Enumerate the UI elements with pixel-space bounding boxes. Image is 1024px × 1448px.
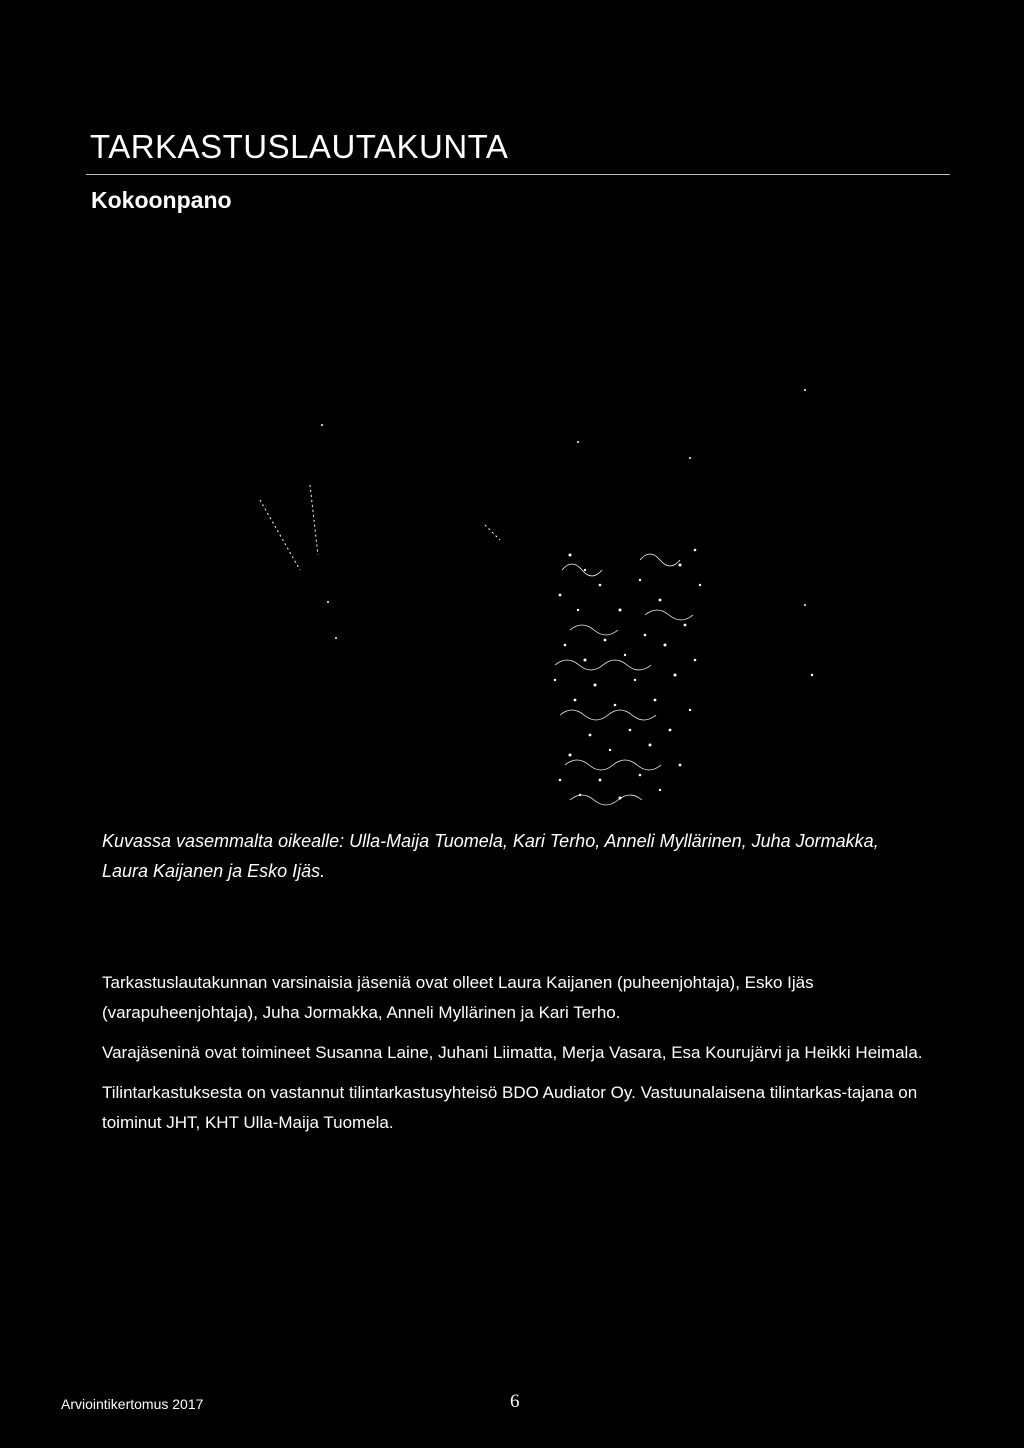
photo-speck-line — [310, 485, 318, 555]
paragraph-members: Tarkastuslautakunnan varsinaisia jäseniä ovat olleet Laura Kaijanen (puheenjohtaja), Esko Ijäs (varapuheenjohtaja), Juha Jormakka, Anneli Myllärinen ja Kari Terho. — [102, 973, 814, 1022]
photo-speck — [689, 457, 691, 459]
page-title: TARKASTUSLAUTAKUNTA — [90, 128, 509, 165]
patterned-dress — [554, 549, 701, 800]
caption-line-1: Kuvassa vasemmalta oikealle: Ulla-Maija Tuomela, Kari Terho, Anneli Myllärinen, Juha Jormakka, — [102, 831, 879, 851]
title-divider — [86, 174, 950, 175]
paragraph-auditor: Tilintarkastuksesta on vastannut tilintarkastusyhteisö BDO Audiator Oy. Vastuunalaisena tilintarkas-tajana on toiminut JHT, KHT Ulla-Maija Tuomela. — [102, 1083, 918, 1132]
photo-caption — [102, 826, 942, 886]
dress-pattern-lines — [555, 554, 693, 805]
paragraph-deputies: Varajäseninä ovat toimineet Susanna Laine, Juhani Liimatta, Merja Vasara, Esa Kourujärvi ja Heikki Heimala. — [102, 1043, 923, 1062]
footer-document-name: Arviointikertomus 2017 — [61, 1396, 204, 1412]
photo-speck — [321, 424, 323, 426]
caption-line-2: Laura Kaijanen ja Esko Ijäs. — [102, 861, 326, 881]
photo-speck-line — [260, 500, 300, 570]
photo-speck — [811, 674, 813, 676]
photo-speck — [804, 389, 806, 391]
group-photo — [100, 370, 924, 820]
photo-speck — [335, 637, 337, 639]
page-number: 6 — [510, 1391, 520, 1412]
photo-speck-line — [485, 525, 500, 540]
photo-speck — [804, 604, 806, 606]
section-subtitle: Kokoonpano — [91, 187, 232, 213]
body-text — [102, 968, 942, 1148]
photo-speck — [327, 601, 329, 603]
photo-speck — [577, 441, 579, 443]
